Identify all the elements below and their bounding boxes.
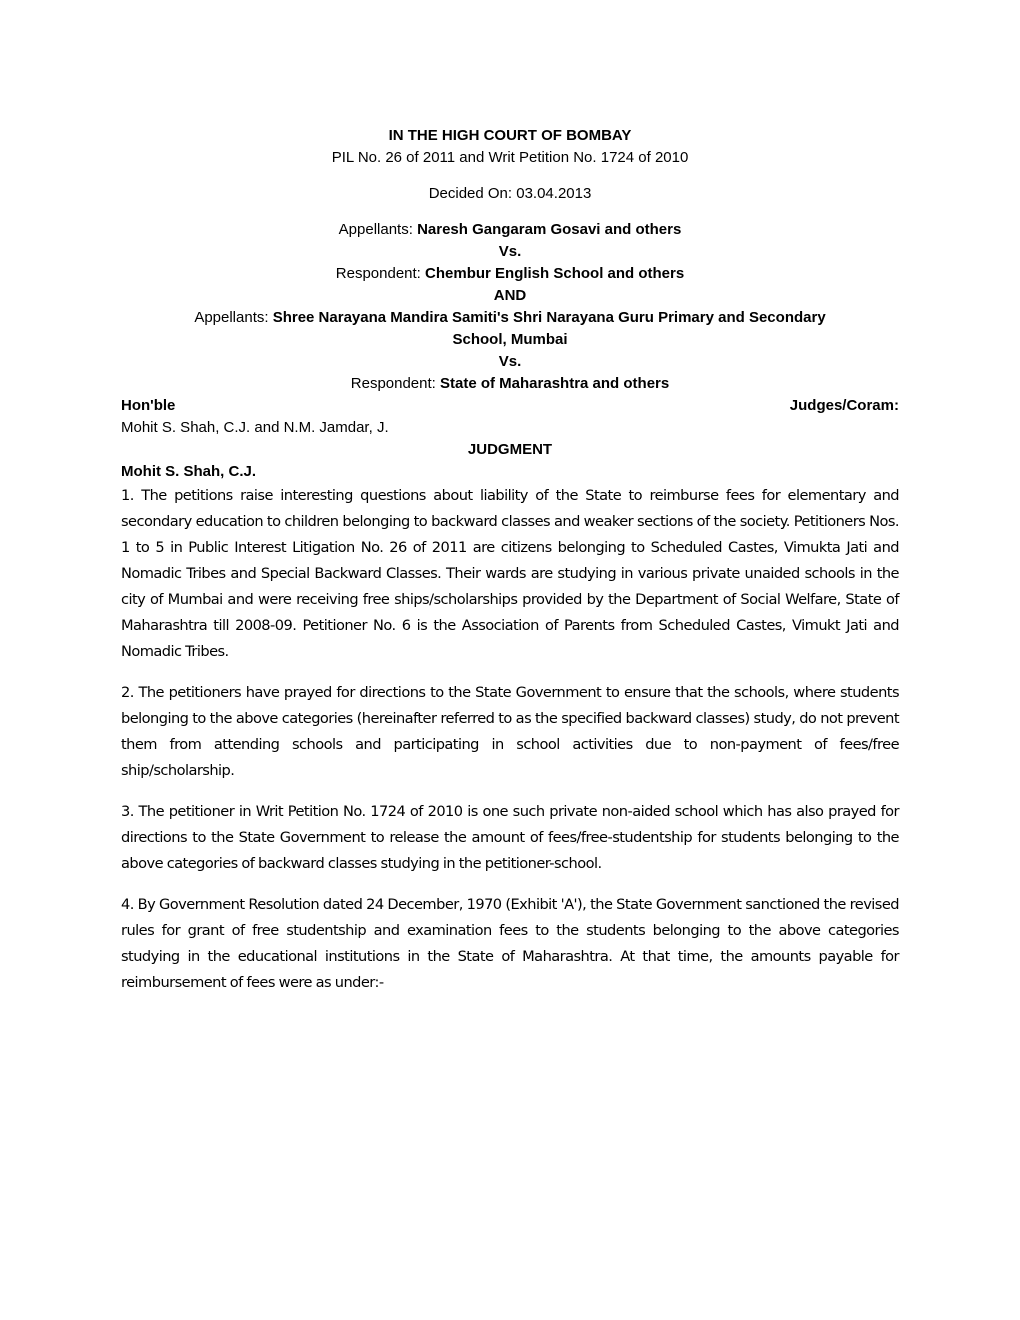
decided-on: Decided On: 03.04.2013 — [428, 185, 592, 202]
judges-names: Mohit S. Shah, C.J. and N.M. Jamdar, J. — [121, 419, 389, 436]
second-appellants — [121, 307, 899, 329]
coram-row — [121, 395, 899, 417]
honble-label: Hon'ble — [121, 397, 176, 414]
respondent-name: State of Maharashtra and others — [440, 375, 670, 392]
judges-coram-label: Judges/Coram: — [789, 397, 899, 414]
respondent-label: Respondent: — [350, 375, 440, 392]
court-name: IN THE HIGH COURT OF BOMBAY — [388, 127, 632, 144]
document-page — [121, 125, 899, 1011]
appellants-name-continued: School, Mumbai — [452, 331, 568, 348]
appellants-label: Appellants: — [194, 309, 273, 326]
case-numbers: PIL No. 26 of 2011 and Writ Petition No. 1724 of 2010 — [331, 149, 689, 166]
appellants-name: Shree Narayana Mandira Samiti's Shri Narayana Guru Primary and Secondary — [272, 309, 826, 326]
respondent-name: Chembur English School and others — [425, 265, 685, 282]
judgment-title: JUDGMENT — [467, 441, 553, 458]
first-respondent — [121, 263, 899, 285]
versus-label: Vs. — [498, 353, 522, 370]
versus-label: Vs. — [498, 243, 522, 260]
paragraph-4: 4. By Government Resolution dated 24 December, 1970 (Exhibit 'A'), the State Government sanctioned the revised rules for grant of free studentship and examination fees to the students belonging to the above categories studying in the educational institutions in the State of Maharashtra. At that time, the amounts payable for reimbursement of fees were as under:- — [121, 896, 899, 991]
first-appellants — [121, 219, 899, 241]
judgment-author: Mohit S. Shah, C.J. — [121, 463, 257, 480]
paragraph-3: 3. The petitioner in Writ Petition No. 1724 of 2010 is one such private non-aided school which has also prayed for directions to the State Government to release the amount of fees/free-studentship for students belonging to the above categories of backward classes studying in the petitioner-school. — [121, 803, 899, 872]
and-separator: AND — [493, 287, 527, 304]
paragraph-1: 1. The petitions raise interesting questions about liability of the State to reimburse fees for elementary and secondary education to children belonging to backward classes and weaker sections of the society. Petitioners Nos. 1 to 5 in Public Interest Litigation No. 26 of 2011 are citizens belonging to Scheduled Castes, Vimukta Jati and Nomadic Tribes and Special Backward Classes. Their wards are studying in various private unaided schools in the city of Mumbai and were receiving free ships/scholarships provided by the Department of Social Welfare, State of Maharashtra till 2008-09. Petitioner No. 6 is the Association of Parents from Scheduled Castes, Vimukt Jati and Nomadic Tribes. — [121, 487, 899, 660]
paragraph-2: 2. The petitioners have prayed for directions to the State Government to ensure that the schools, where students belonging to the above categories (hereinafter referred to as the specified backward classes) study, do not prevent them from attending schools and participating in school activities due to non-payment of fees/free ship/scholarship. — [121, 684, 899, 779]
appellants-name: Naresh Gangaram Gosavi and others — [417, 221, 682, 238]
second-respondent — [121, 373, 899, 395]
respondent-label: Respondent: — [335, 265, 426, 282]
appellants-label: Appellants: — [338, 221, 418, 238]
